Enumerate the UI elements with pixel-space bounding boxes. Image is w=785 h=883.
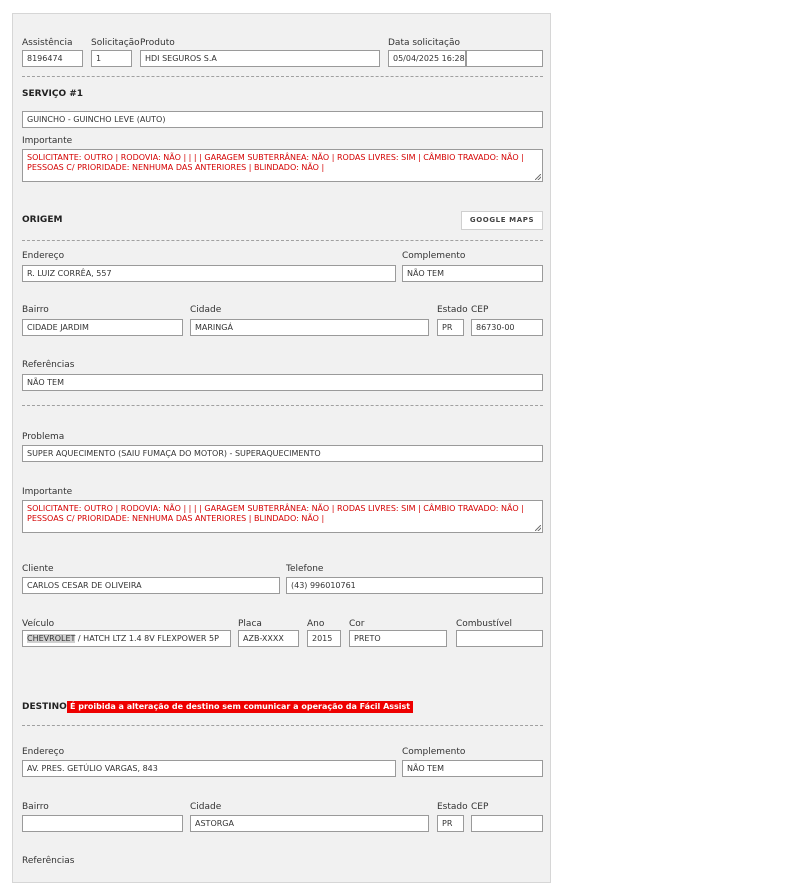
origem-cidade-label: Cidade [190, 305, 222, 315]
servico-importante-label: Importante [22, 136, 73, 146]
origem-endereco-field[interactable]: R. LUIZ CORRÊA, 557 [22, 265, 396, 282]
origem-complemento-field[interactable]: NÃO TEM [402, 265, 543, 282]
origem-cep-label: CEP [471, 305, 489, 315]
veiculo-field[interactable] [22, 630, 231, 647]
combustivel-field[interactable] [456, 630, 543, 647]
destino-bairro-field[interactable] [22, 815, 183, 832]
origem-endereco-label: Endereço [22, 251, 65, 261]
servico-importante-textarea[interactable] [22, 149, 543, 182]
origem-title: ORIGEM [22, 215, 63, 225]
destino-endereco-field[interactable]: AV. PRES. GETÚLIO VARGAS, 843 [22, 760, 396, 777]
data-solicitacao-label: Data solicitação [388, 38, 461, 48]
combustivel-label: Combustível [456, 619, 513, 629]
servico-field[interactable]: GUINCHO - GUINCHO LEVE (AUTO) [22, 111, 543, 128]
origem-estado-field[interactable]: PR [437, 319, 464, 336]
destino-cidade-field[interactable]: ASTORGA [190, 815, 429, 832]
destino-cep-field[interactable] [471, 815, 543, 832]
assistencia-label: Assistência [22, 38, 73, 48]
destino-cidade-label: Cidade [190, 802, 222, 812]
veiculo-brand-highlight: CHEVROLET [27, 634, 76, 643]
detalhes-importante-label: Importante [22, 487, 73, 497]
destino-estado-field[interactable]: PR [437, 815, 464, 832]
ano-label: Ano [307, 619, 325, 629]
problema-field[interactable]: SUPER AQUECIMENTO (SAIU FUMAÇA DO MOTOR) - SUPERAQUECIMENTO [22, 445, 543, 462]
detalhes-importante-text: SOLICITANTE: OUTRO | RODOVIA: NÃO | | | | GARAGEM SUBTERRÂNEA: NÃO | RODAS LIVRES: SIM | CÂMBIO TRAVADO: NÃO | PESSOAS C/ PRIORIDADE: NENHUMA DAS ANTERIORES | BLINDADO: NÃO | [27, 504, 524, 523]
destino-complemento-label: Complemento [402, 747, 466, 757]
cor-field[interactable]: PRETO [349, 630, 447, 647]
veiculo-model-text: / HATCH LTZ 1.4 8V FLEXPOWER 5P [75, 634, 219, 643]
placa-label: Placa [238, 619, 262, 629]
solicitacao-field[interactable]: 1 [91, 50, 132, 67]
origem-cidade-field[interactable]: MARINGÁ [190, 319, 429, 336]
telefone-field[interactable]: (43) 996010761 [286, 577, 543, 594]
produto-field[interactable]: HDI SEGUROS S.A [140, 50, 380, 67]
cliente-field[interactable]: CARLOS CESAR DE OLIVEIRA [22, 577, 280, 594]
detalhes-importante-textarea[interactable] [22, 500, 543, 533]
divider [22, 405, 543, 406]
origem-referencias-field[interactable]: NÃO TEM [22, 374, 543, 391]
destino-warning-badge: É proibida a alteração de destino sem comunicar a operação da Fácil Assist [67, 701, 413, 713]
solicitacao-label: Solicitação [91, 38, 140, 48]
destino-cep-label: CEP [471, 802, 489, 812]
cliente-label: Cliente [22, 564, 54, 574]
destino-referencias-label: Referências [22, 856, 75, 866]
destino-endereco-label: Endereço [22, 747, 65, 757]
destino-complemento-field[interactable]: NÃO TEM [402, 760, 543, 777]
resize-grip-icon[interactable] [535, 525, 541, 531]
origem-estado-label: Estado [437, 305, 468, 315]
resize-grip-icon[interactable] [535, 174, 541, 180]
veiculo-label: Veículo [22, 619, 55, 629]
origem-complemento-label: Complemento [402, 251, 466, 261]
cor-label: Cor [349, 619, 365, 629]
destino-bairro-label: Bairro [22, 802, 49, 812]
divider [22, 76, 543, 77]
problema-label: Problema [22, 432, 65, 442]
origem-bairro-label: Bairro [22, 305, 49, 315]
divider [22, 725, 543, 726]
placa-field[interactable]: AZB-XXXX [238, 630, 299, 647]
divider [22, 240, 543, 241]
produto-label: Produto [140, 38, 175, 48]
destino-title: DESTINO [22, 702, 67, 712]
telefone-label: Telefone [286, 564, 324, 574]
google-maps-button[interactable]: GOOGLE MAPS [461, 211, 543, 230]
extra-field[interactable] [466, 50, 543, 67]
destino-estado-label: Estado [437, 802, 468, 812]
origem-bairro-field[interactable]: CIDADE JARDIM [22, 319, 183, 336]
data-solicitacao-field[interactable]: 05/04/2025 16:28 [388, 50, 466, 67]
servico-importante-text: SOLICITANTE: OUTRO | RODOVIA: NÃO | | | | GARAGEM SUBTERRÂNEA: NÃO | RODAS LIVRES: SIM | CÂMBIO TRAVADO: NÃO | PESSOAS C/ PRIORIDADE: NENHUMA DAS ANTERIORES | BLINDADO: NÃO | [27, 153, 524, 172]
assistencia-field[interactable]: 8196474 [22, 50, 83, 67]
ano-field[interactable]: 2015 [307, 630, 341, 647]
servico-title: SERVIÇO #1 [22, 89, 84, 99]
origem-cep-field[interactable]: 86730-00 [471, 319, 543, 336]
origem-referencias-label: Referências [22, 360, 75, 370]
